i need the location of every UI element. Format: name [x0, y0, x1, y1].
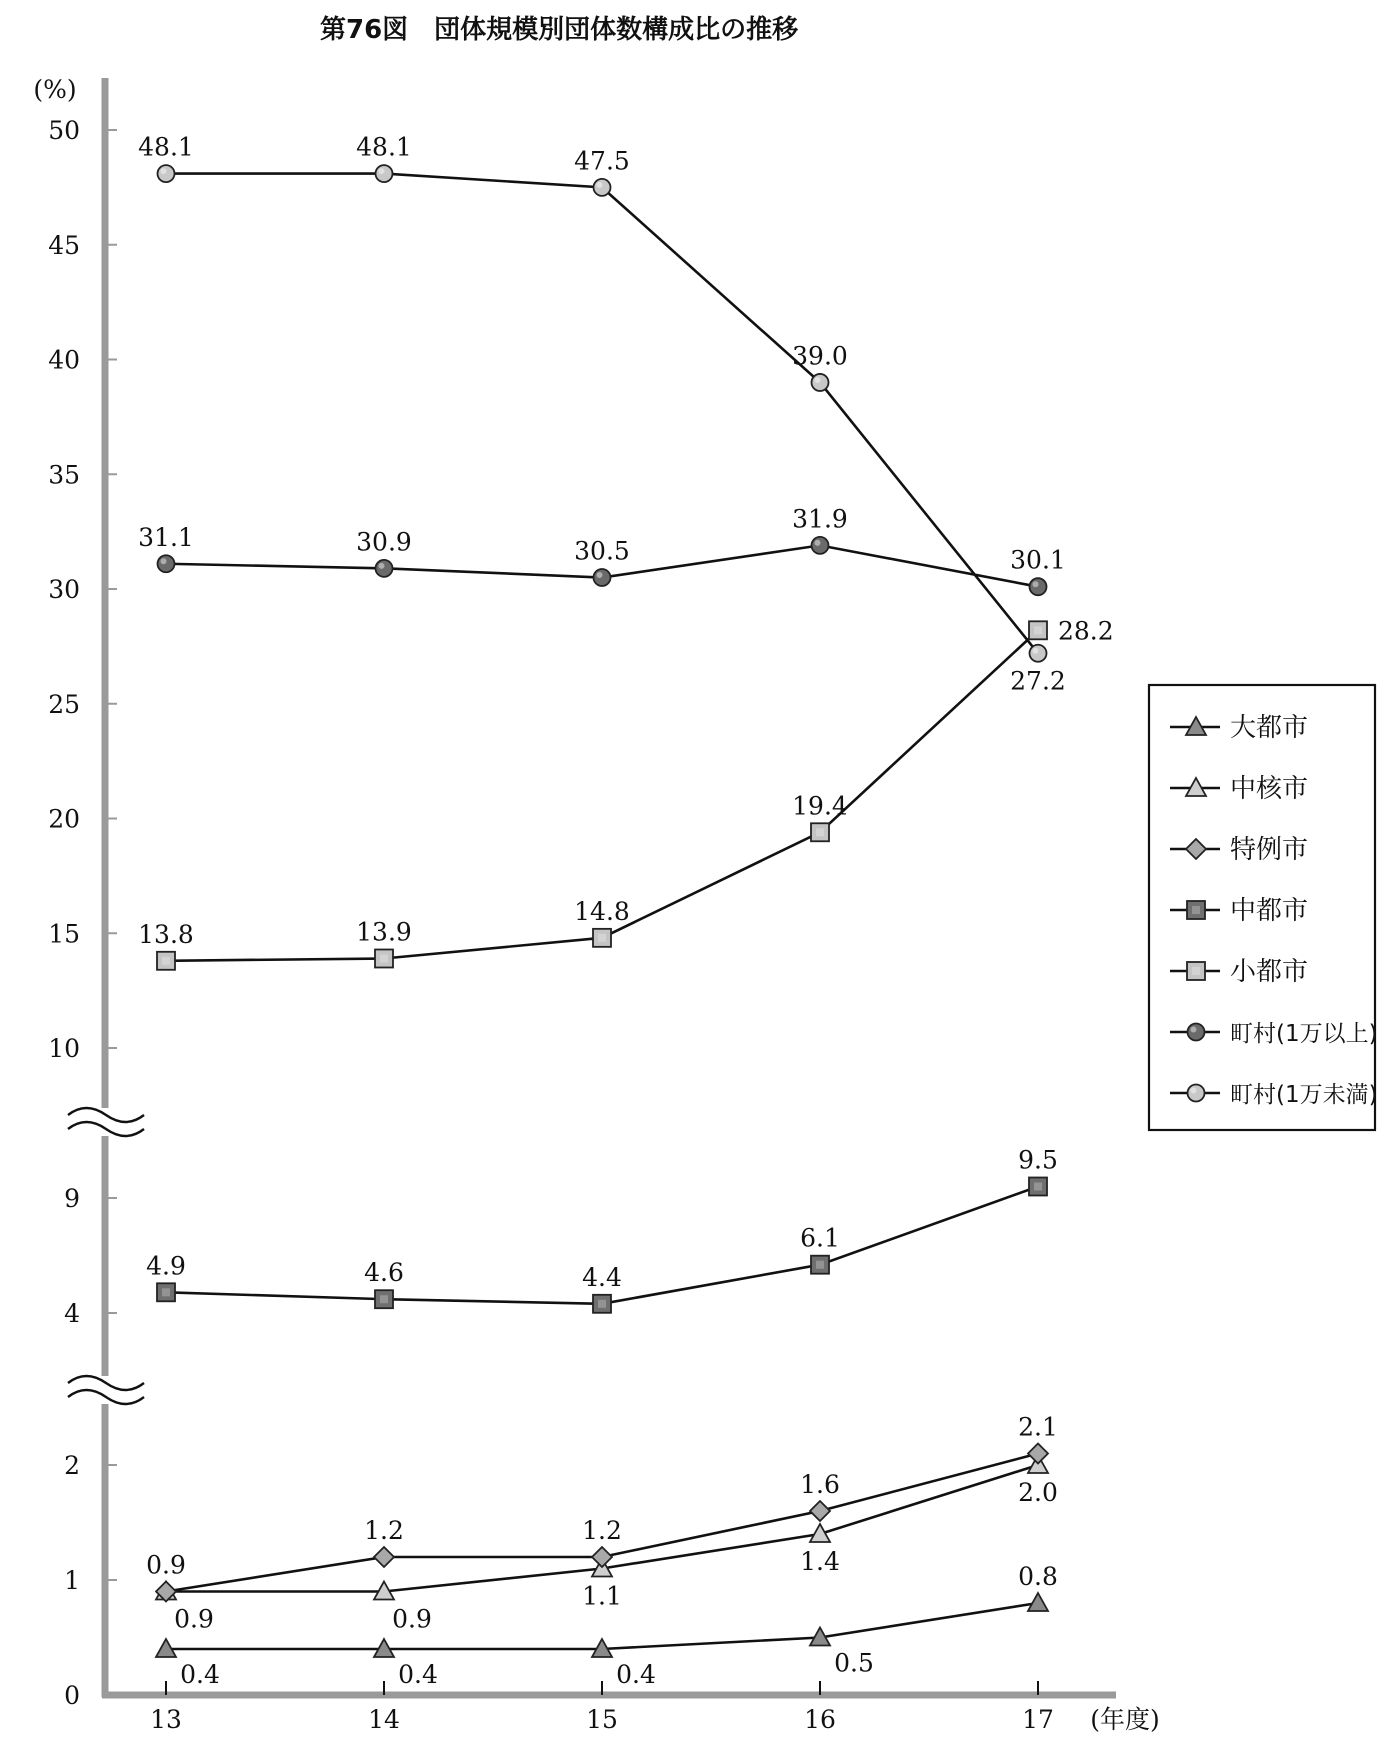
- point-choson-over10k-17-shape: [1030, 578, 1047, 595]
- legend-marker-choson-under10k-highlight: [1191, 1088, 1197, 1094]
- point-chutoshi-16: [811, 1256, 829, 1274]
- data-label-chukakushi-14: 0.9: [392, 1604, 432, 1634]
- point-chutoshi-16-inner: [816, 1261, 824, 1269]
- point-shotoshi-15-inner: [598, 934, 606, 942]
- data-label-choson-under10k-17: 27.2: [1010, 666, 1066, 696]
- legend-marker-chutoshi-inner: [1192, 906, 1200, 914]
- point-daitoshi-17-shape: [1028, 1593, 1048, 1611]
- y-tick-label-2: 2: [64, 1451, 80, 1480]
- data-label-chukakushi-13: 0.9: [174, 1604, 214, 1634]
- point-chutoshi-15-inner: [598, 1300, 606, 1308]
- point-choson-over10k-15-highlight: [597, 572, 603, 578]
- point-choson-under10k-16: [812, 374, 829, 391]
- point-shotoshi-17: [1029, 621, 1047, 639]
- point-choson-under10k-16-highlight: [815, 377, 821, 383]
- data-label-chukakushi-15: 1.1: [582, 1581, 622, 1611]
- y-tick-label-20: 20: [48, 804, 80, 834]
- axes: [68, 78, 1116, 1697]
- point-choson-over10k-15: [594, 569, 611, 586]
- point-choson-under10k-14-highlight: [379, 168, 385, 174]
- chart-title: 第76図 団体規模別団体数構成比の推移: [320, 15, 799, 45]
- data-label-chutoshi-17: 9.5: [1018, 1145, 1058, 1175]
- data-label-shotoshi-17: 28.2: [1058, 616, 1114, 646]
- x-tick-label-17: 17: [1022, 1705, 1054, 1734]
- y-tick-label-25: 25: [48, 689, 80, 719]
- data-label-tokureishi-16: 1.6: [800, 1470, 840, 1499]
- point-choson-over10k-16-shape: [812, 537, 829, 554]
- data-label-choson-over10k-15: 30.5: [574, 536, 630, 566]
- data-label-shotoshi-16: 19.4: [792, 791, 848, 821]
- data-label-tokureishi-17: 2.1: [1018, 1412, 1058, 1442]
- data-label-chutoshi-16: 6.1: [800, 1223, 840, 1253]
- data-label-choson-under10k-15: 47.5: [574, 146, 630, 176]
- point-choson-over10k-13-highlight: [161, 558, 167, 564]
- point-shotoshi-13: [157, 952, 175, 970]
- point-tokureishi-17-shape: [1028, 1444, 1048, 1464]
- legend-marker-choson-over10k-highlight: [1191, 1027, 1197, 1033]
- point-tokureishi-15-shape: [592, 1547, 612, 1567]
- legend-marker-choson-under10k: [1188, 1085, 1205, 1102]
- data-label-choson-under10k-16: 39.0: [792, 341, 848, 371]
- data-label-choson-over10k-14: 30.9: [356, 527, 412, 557]
- x-tick-label-13: 13: [150, 1705, 182, 1734]
- point-tokureishi-14-shape: [374, 1547, 394, 1567]
- point-choson-under10k-13-highlight: [161, 168, 167, 174]
- point-shotoshi-14-inner: [380, 954, 388, 962]
- point-shotoshi-14: [375, 949, 393, 967]
- legend-marker-choson-over10k: [1188, 1024, 1205, 1041]
- data-label-chutoshi-15: 4.4: [582, 1262, 622, 1292]
- point-choson-over10k-15-shape: [594, 569, 611, 586]
- point-chutoshi-13: [157, 1283, 175, 1301]
- axis-break-1: [68, 1108, 150, 1136]
- data-label-choson-over10k-16: 31.9: [792, 504, 848, 534]
- y-tick-label-45: 45: [48, 230, 80, 260]
- point-chutoshi-13-inner: [162, 1288, 170, 1296]
- data-label-daitoshi-14: 0.4: [398, 1660, 438, 1689]
- point-choson-under10k-17: [1030, 645, 1047, 662]
- data-label-tokureishi-13: 0.9: [146, 1550, 186, 1580]
- data-label-tokureishi-15: 1.2: [582, 1516, 622, 1545]
- point-choson-over10k-13-shape: [158, 555, 175, 572]
- y-tick-label-4: 4: [64, 1299, 80, 1328]
- point-chutoshi-15: [593, 1295, 611, 1313]
- x-tick-label-16: 16: [804, 1705, 836, 1734]
- point-choson-under10k-13: [158, 165, 175, 182]
- data-label-daitoshi-17: 0.8: [1018, 1562, 1058, 1591]
- point-tokureishi-14: [374, 1547, 394, 1567]
- point-shotoshi-17-inner: [1034, 626, 1042, 634]
- point-shotoshi-13-inner: [162, 957, 170, 965]
- y-axis-unit-label: (%): [33, 75, 77, 104]
- point-choson-under10k-17-highlight: [1033, 648, 1039, 654]
- y-tick-label-15: 15: [48, 919, 80, 949]
- point-chutoshi-14-inner: [380, 1295, 388, 1303]
- data-label-choson-over10k-17: 30.1: [1010, 545, 1066, 575]
- point-choson-under10k-15: [594, 179, 611, 196]
- point-tokureishi-17: [1028, 1444, 1048, 1464]
- x-axis-unit-label: (年度): [1090, 1705, 1160, 1734]
- data-label-choson-over10k-13: 31.1: [138, 522, 194, 552]
- y-tick-label-10: 10: [48, 1034, 80, 1063]
- data-label-daitoshi-16: 0.5: [834, 1648, 874, 1678]
- legend-label-choson-under10k: 町村(1万未満): [1230, 1082, 1378, 1108]
- point-shotoshi-15: [593, 929, 611, 947]
- legend-marker-choson-under10k-shape: [1188, 1085, 1205, 1102]
- legend-label-chutoshi: 中都市: [1230, 896, 1309, 926]
- legend-label-daitoshi: 大都市: [1230, 713, 1309, 743]
- point-shotoshi-16-inner: [816, 828, 824, 836]
- data-label-shotoshi-14: 13.9: [356, 917, 412, 947]
- point-choson-over10k-14-shape: [376, 560, 393, 577]
- point-choson-under10k-13-shape: [158, 165, 175, 182]
- point-choson-over10k-16: [812, 537, 829, 554]
- legend-label-tokureishi: 特例市: [1230, 835, 1309, 865]
- legend-label-chukakushi: 中核市: [1230, 774, 1309, 804]
- legend-marker-shotoshi-inner: [1192, 967, 1200, 975]
- data-label-choson-under10k-14: 48.1: [356, 132, 412, 162]
- point-tokureishi-16-shape: [810, 1501, 830, 1521]
- y-tick-label-35: 35: [48, 460, 80, 490]
- legend-marker-shotoshi: [1187, 962, 1205, 980]
- axis-break-2: [68, 1376, 150, 1404]
- point-daitoshi-17: [1028, 1593, 1048, 1611]
- point-tokureishi-15: [592, 1547, 612, 1567]
- point-choson-over10k-16-highlight: [815, 540, 821, 546]
- point-choson-under10k-17-shape: [1030, 645, 1047, 662]
- legend-label-shotoshi: 小都市: [1230, 957, 1309, 987]
- y-tick-label-30: 30: [48, 575, 80, 604]
- legend: [1149, 685, 1378, 1130]
- point-chutoshi-17-inner: [1034, 1183, 1042, 1191]
- point-choson-over10k-13: [158, 555, 175, 572]
- x-axis-ticks: [150, 1681, 1054, 1734]
- data-label-choson-under10k-13: 48.1: [138, 132, 194, 162]
- point-choson-under10k-14-shape: [376, 165, 393, 182]
- point-shotoshi-16: [811, 823, 829, 841]
- data-label-chukakushi-17: 2.0: [1018, 1478, 1058, 1507]
- y-tick-label-1: 1: [64, 1566, 80, 1595]
- point-choson-over10k-17: [1030, 578, 1047, 595]
- data-label-shotoshi-15: 14.8: [574, 896, 630, 926]
- data-label-daitoshi-13: 0.4: [180, 1660, 220, 1689]
- point-choson-under10k-14: [376, 165, 393, 182]
- data-label-shotoshi-13: 13.8: [138, 919, 194, 949]
- legend-marker-choson-over10k-shape: [1188, 1024, 1205, 1041]
- point-tokureishi-16: [810, 1501, 830, 1521]
- point-choson-under10k-15-shape: [594, 179, 611, 196]
- y-tick-label-40: 40: [48, 345, 80, 375]
- point-chutoshi-14: [375, 1290, 393, 1308]
- data-label-tokureishi-14: 1.2: [364, 1516, 404, 1545]
- point-choson-under10k-15-highlight: [597, 182, 603, 188]
- data-label-chutoshi-13: 4.9: [146, 1251, 186, 1281]
- point-choson-under10k-16-shape: [812, 374, 829, 391]
- data-label-chutoshi-14: 4.6: [364, 1258, 404, 1288]
- x-tick-label-15: 15: [586, 1705, 618, 1734]
- legend-label-choson-over10k: 町村(1万以上): [1230, 1021, 1378, 1047]
- legend-marker-chutoshi: [1187, 901, 1205, 919]
- point-choson-over10k-14: [376, 560, 393, 577]
- y-tick-label-9: 9: [64, 1184, 80, 1213]
- point-choson-over10k-17-highlight: [1033, 581, 1039, 587]
- data-labels: [138, 133, 1114, 1689]
- y-tick-label-0: 0: [64, 1681, 80, 1710]
- data-label-chukakushi-16: 1.4: [800, 1547, 840, 1576]
- point-choson-over10k-14-highlight: [379, 563, 385, 569]
- data-label-daitoshi-15: 0.4: [616, 1660, 656, 1689]
- y-tick-label-50: 50: [48, 116, 80, 145]
- x-tick-label-14: 14: [368, 1705, 400, 1734]
- point-chutoshi-17: [1029, 1178, 1047, 1196]
